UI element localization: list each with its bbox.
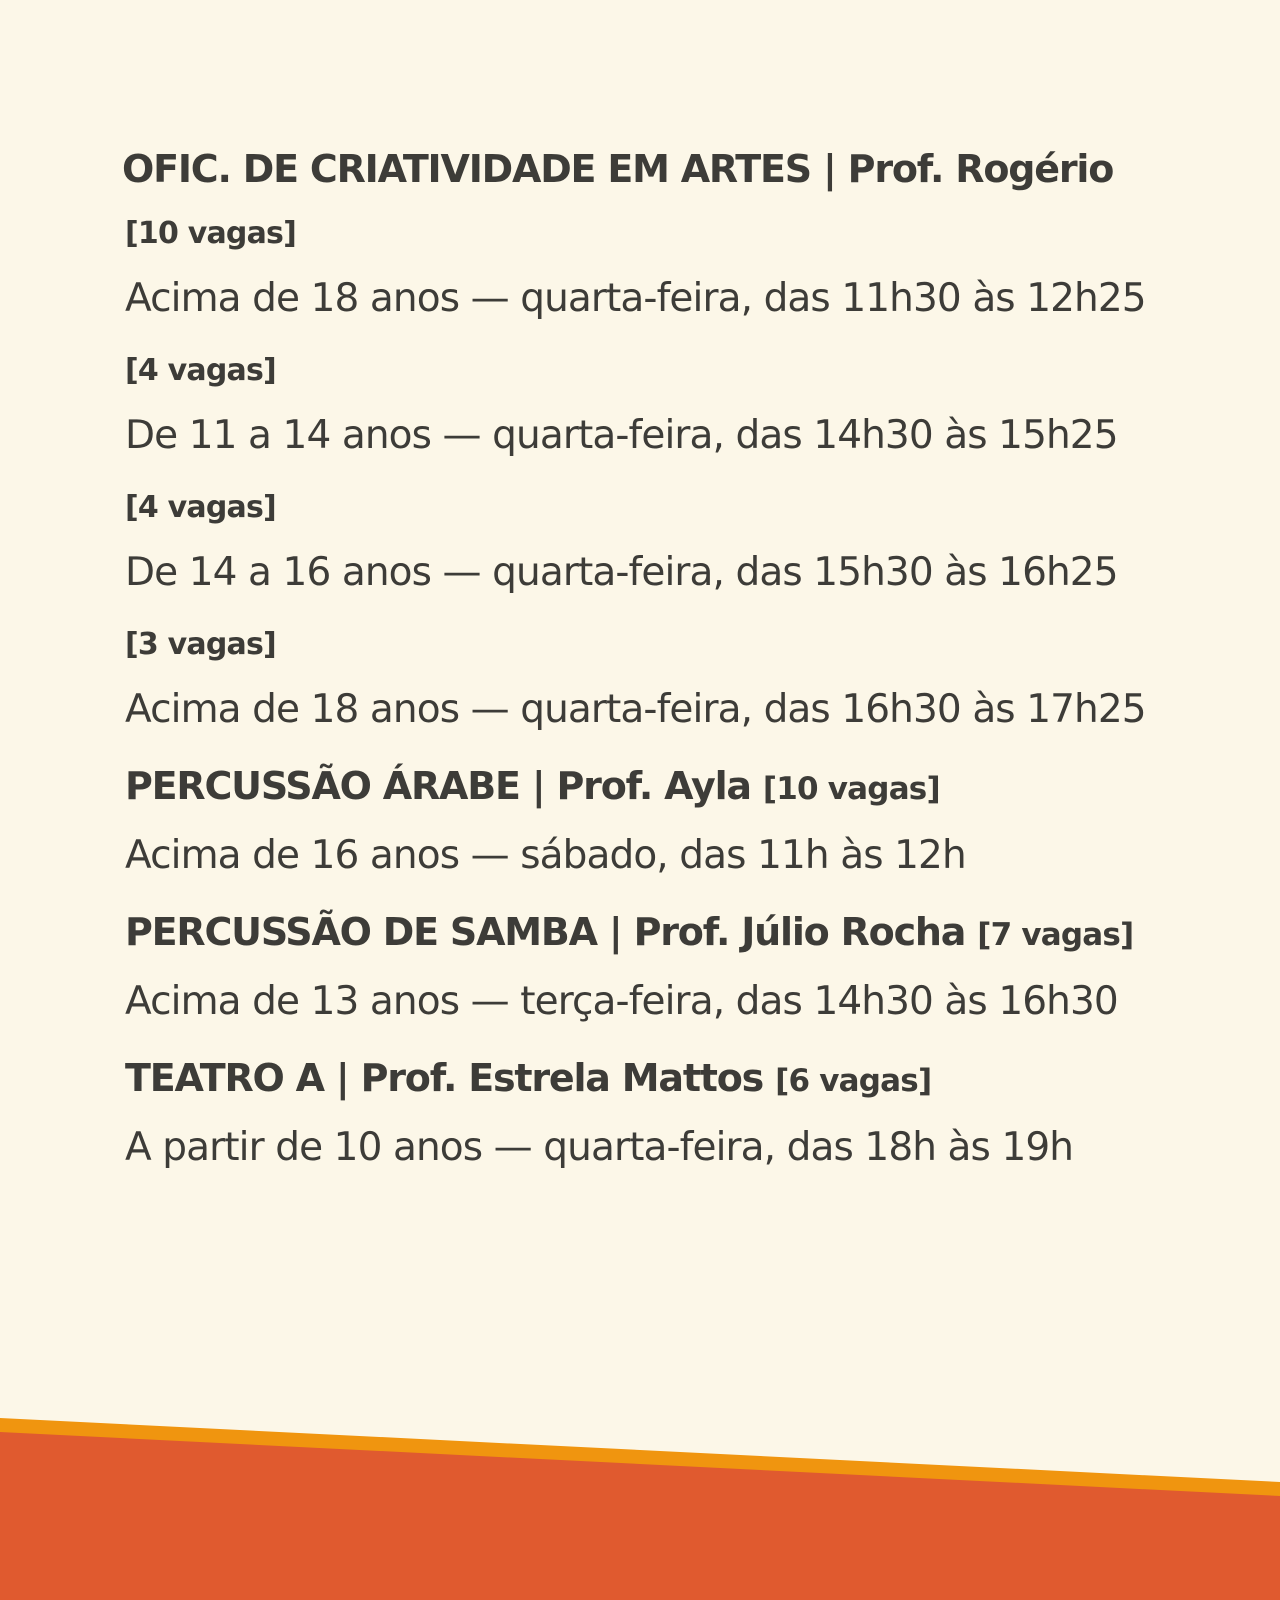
vagas-count: [10 vagas] (762, 771, 940, 807)
course-list (122, 147, 1225, 1205)
schedule-text: Acima de 18 anos — quarta-feira, das 11h30 às 12h25 (125, 276, 1146, 321)
schedule-text: De 14 a 16 anos — quarta-feira, das 15h30 às 16h25 (125, 550, 1118, 595)
course-percussao-arabe (125, 764, 1225, 878)
course-title-text: PERCUSSÃO DE SAMBA | Prof. Júlio Rocha (125, 910, 966, 954)
course-title-text: TEATRO A | Prof. Estrela Mattos (125, 1056, 764, 1100)
schedule-text: A partir de 10 anos — quarta-feira, das 18h às 19h (125, 1125, 1074, 1170)
course-title (125, 1056, 1225, 1100)
vagas-count: [4 vagas] (125, 490, 276, 525)
course-title (125, 764, 1225, 808)
course-title (125, 910, 1225, 954)
course-percussao-samba (125, 910, 1225, 1024)
course-oficina-criatividade (122, 147, 1225, 732)
vagas-count: [4 vagas] (125, 353, 276, 388)
schedule-text: De 11 a 14 anos — quarta-feira, das 14h30 às 15h25 (125, 413, 1118, 458)
schedule-text: Acima de 18 anos — quarta-feira, das 16h30 às 17h25 (125, 687, 1146, 732)
course-title: OFIC. DE CRIATIVIDADE EM ARTES | Prof. Rogério (122, 147, 1114, 191)
vagas-count: [6 vagas] (775, 1063, 932, 1099)
course-title-text: PERCUSSÃO ÁRABE | Prof. Ayla (125, 764, 751, 808)
footer-color-band (0, 1370, 1280, 1600)
vagas-count: [7 vagas] (977, 917, 1134, 953)
schedule-text: Acima de 13 anos — terça-feira, das 14h30 às 16h30 (125, 979, 1118, 1024)
vagas-count: [10 vagas] (125, 216, 296, 251)
course-teatro-a (125, 1056, 1225, 1170)
vagas-count: [3 vagas] (125, 627, 276, 662)
schedule-text: Acima de 16 anos — sábado, das 11h às 12h (125, 833, 966, 878)
